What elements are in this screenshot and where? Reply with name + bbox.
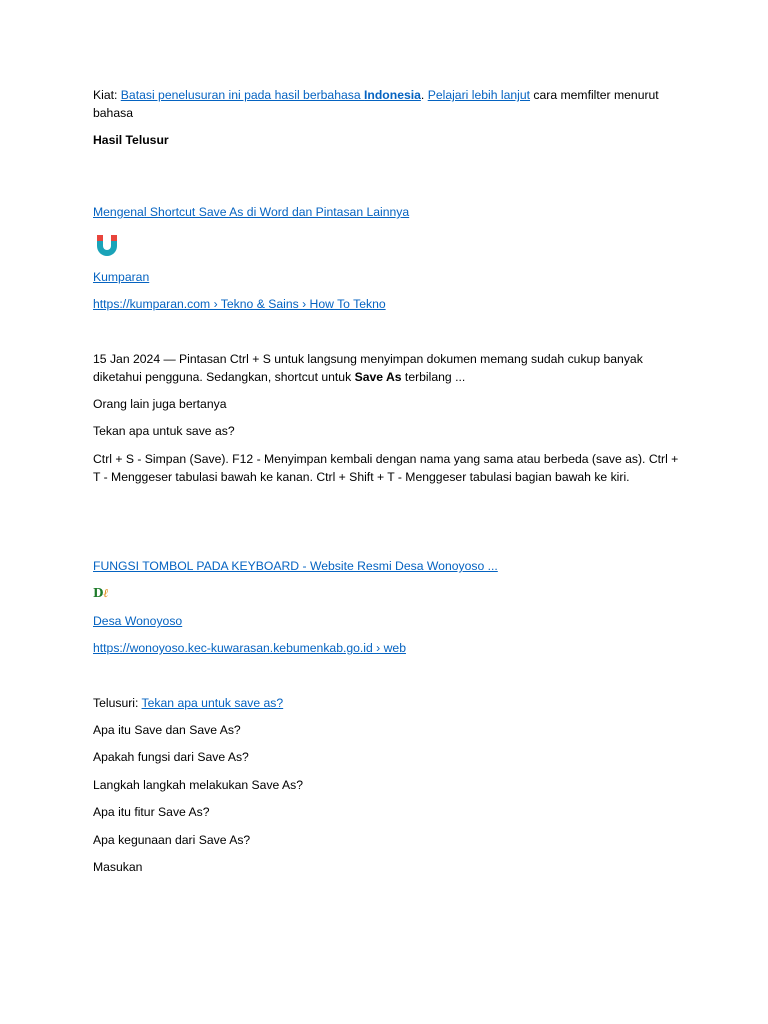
restrict-language-link[interactable]: Batasi penelusuran ini pada hasil berbahasa Indonesia <box>120 88 421 102</box>
related-question[interactable]: Apa itu Save dan Save As? <box>93 723 241 737</box>
learn-more-link[interactable]: Pelajari lebih lanjut <box>427 88 531 102</box>
results-heading: Hasil Telusur <box>93 133 169 147</box>
result-1-title-block <box>93 204 683 222</box>
result-2-url-block <box>93 640 683 658</box>
tip-suffix: cara memfilter menurut bahasa <box>93 88 659 120</box>
language-tip <box>93 87 683 122</box>
search-more <box>93 695 683 713</box>
result-2-source-link[interactable]: Desa Wonoyoso <box>93 614 183 628</box>
desa-wonoyoso-logo-icon: Dℓ <box>93 586 109 600</box>
tip-separator: . <box>420 88 428 102</box>
related-question[interactable]: Langkah langkah melakukan Save As? <box>93 778 304 792</box>
related-question[interactable]: Apa kegunaan dari Save As? <box>93 833 251 847</box>
related-question[interactable]: Apakah fungsi dari Save As? <box>93 750 249 764</box>
people-also-ask-heading: Orang lain juga bertanya <box>93 397 227 411</box>
paa-answer: Ctrl + S - Simpan (Save). F12 - Menyimpan kembali dengan nama yang sama atau berbeda (save as). Ctrl + T - Menggeser tabulasi bawah ke kanan. Ctrl + Shift + T - Menggeser tabulasi bagian bawah ke kiri. <box>93 452 679 484</box>
result-2-title-link[interactable]: FUNGSI TOMBOL PADA KEYBOARD - Website Resmi Desa Wonoyoso ... <box>93 559 498 573</box>
search-more-link[interactable]: Tekan apa untuk save as? <box>141 696 284 710</box>
result-2-url-link[interactable]: https://wonoyoso.kec-kuwarasan.kebumenkab.go.id › web <box>93 641 406 655</box>
result-1-source-block <box>93 269 683 287</box>
result-1-url-link[interactable]: https://kumparan.com › Tekno & Sains › How To Tekno <box>93 297 386 311</box>
result-1-title-link[interactable]: Mengenal Shortcut Save As di Word dan Pintasan Lainnya <box>93 205 410 219</box>
kumparan-magnet-icon <box>93 232 121 258</box>
feedback-link[interactable]: Masukan <box>93 860 143 874</box>
result-1-url-block <box>93 296 683 314</box>
result-2-source-block <box>93 613 683 631</box>
result-2-title-block <box>93 558 683 576</box>
result-1-source-link[interactable]: Kumparan <box>93 270 150 284</box>
tip-prefix: Kiat: <box>93 88 121 102</box>
result-1-snippet: 15 Jan 2024 — Pintasan Ctrl + S untuk langsung menyimpan dokumen memang sudah cukup banyak diketahui pengguna. Sedangkan, shortcut untuk Save As terbilang ... <box>93 352 643 384</box>
search-more-label: Telusuri: <box>93 696 142 710</box>
paa-question[interactable]: Tekan apa untuk save as? <box>93 424 235 438</box>
related-question[interactable]: Apa itu fitur Save As? <box>93 805 210 819</box>
